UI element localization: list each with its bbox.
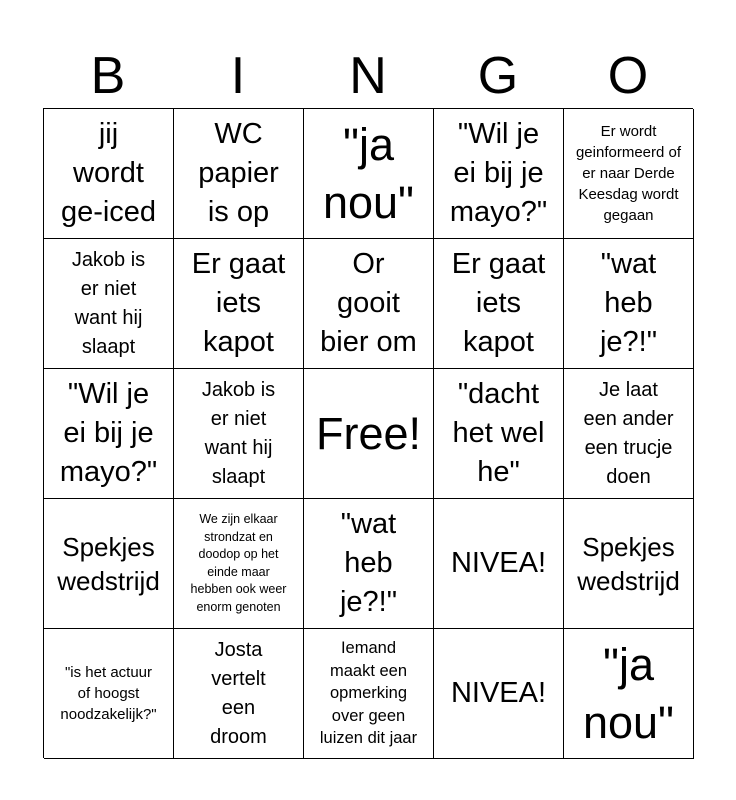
bingo-cell[interactable]: "is het actuur of hoogst noodzakelijk?" xyxy=(44,629,174,759)
free-space-cell[interactable]: Free! xyxy=(304,369,434,499)
bingo-cell[interactable]: Jakob is er niet want hij slaapt xyxy=(174,369,304,499)
header-letter-g: G xyxy=(477,47,519,105)
bingo-cell[interactable]: Jakob is er niet want hij slaapt xyxy=(44,239,174,369)
header-letter-i: I xyxy=(230,47,246,105)
bingo-cell[interactable]: Josta vertelt een droom xyxy=(174,629,304,759)
bingo-cell[interactable]: Er gaat iets kapot xyxy=(174,239,304,369)
bingo-cell[interactable]: "wat heb je?!" xyxy=(304,499,434,629)
bingo-cell[interactable]: Spekjes wedstrijd xyxy=(564,499,694,629)
header-letter-b: B xyxy=(90,47,126,105)
bingo-cell[interactable]: Je laat een ander een trucje doen xyxy=(564,369,694,499)
bingo-cell[interactable]: "dacht het wel he" xyxy=(434,369,564,499)
bingo-cell[interactable]: Or gooit bier om xyxy=(304,239,434,369)
bingo-cell[interactable]: "Wil je ei bij je mayo?" xyxy=(44,369,174,499)
header-letter-o: O xyxy=(607,47,649,105)
bingo-cell[interactable]: Spekjes wedstrijd xyxy=(44,499,174,629)
bingo-cell[interactable]: WC papier is op xyxy=(174,109,304,239)
header-letter-n: N xyxy=(349,47,387,105)
bingo-cell[interactable]: Er wordt geinformeerd of er naar Derde Keesdag wordt gegaan xyxy=(564,109,694,239)
bingo-cell[interactable]: We zijn elkaar strondzat en doodop op het einde maar hebben ook weer enorm genoten xyxy=(174,499,304,629)
bingo-cell[interactable]: "Wil je ei bij je mayo?" xyxy=(434,109,564,239)
bingo-board xyxy=(43,108,693,758)
bingo-cell[interactable]: "ja nou" xyxy=(564,629,694,759)
bingo-cell[interactable]: NIVEA! xyxy=(434,499,564,629)
bingo-cell[interactable]: "wat heb je?!" xyxy=(564,239,694,369)
bingo-cell[interactable]: Er gaat iets kapot xyxy=(434,239,564,369)
bingo-cell[interactable]: jij wordt ge-iced xyxy=(44,109,174,239)
bingo-cell[interactable]: "ja nou" xyxy=(304,109,434,239)
bingo-header xyxy=(43,44,693,108)
bingo-cell[interactable]: NIVEA! xyxy=(434,629,564,759)
bingo-cell[interactable]: Iemand maakt een opmerking over geen luizen dit jaar xyxy=(304,629,434,759)
